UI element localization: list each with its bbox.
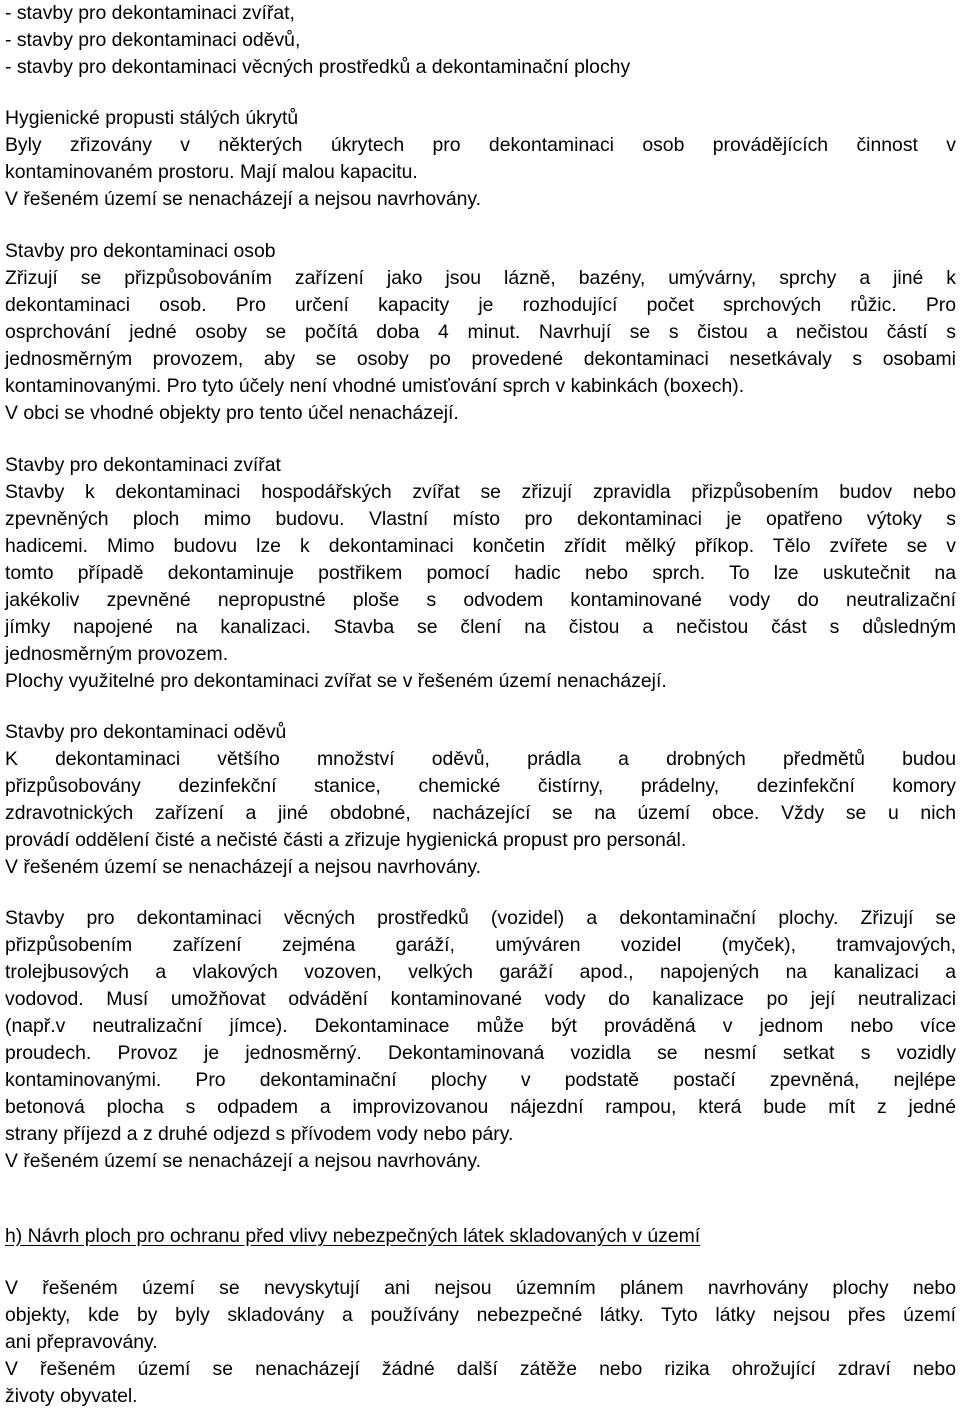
paragraph-line: kontaminovaném prostoru. Mají malou kapacitu. [5,161,418,183]
paragraph-line: ani přepravovány. [5,1331,158,1353]
paragraph-line: jímky napojené na kanalizaci. Stavba se člení na čistou a nečistou část s důsledným [5,616,956,638]
paragraph-line: (např.v neutralizační jímce). Dekontaminace může být prováděná v jednom nebo více [5,1015,956,1037]
paragraph-line: jednosměrným provozem, aby se osoby po provedené dekontaminaci nesetkávaly s osobami [5,348,956,370]
paragraph-line: Byly zřizovány v některých úkrytech pro dekontaminaci osob provádějících činnost v [5,134,956,156]
bullet-item: - stavby pro dekontaminaci zvířat, [5,2,295,24]
paragraph-line: kontaminovanými. Pro tyto účely není vhodné umisťování sprch v kabinkách (boxech). [5,375,745,397]
paragraph-line: V obci se vhodné objekty pro tento účel nenacházejí. [5,402,459,424]
paragraph-line: zdravotnických zařízení a jiné obdobné, nacházející se na území obce. Vždy se u nich [5,802,956,824]
paragraph-line: hadicemi. Mimo budovu lze k dekontaminaci končetin zřídit mělký příkop. Tělo zvířete se v [5,535,956,557]
section-heading: Stavby pro dekontaminaci osob [5,240,276,262]
paragraph-line: zpevněných ploch mimo budovu. Vlastní místo pro dekontaminaci je opatřeno výtoky s [5,508,956,530]
paragraph-line: objekty, kde by byly skladovány a používány nebezpečné látky. Tyto látky nejsou přes území [5,1304,956,1326]
paragraph-line: V řešeném území se nenacházejí a nejsou navrhovány. [5,856,482,878]
bullet-item: - stavby pro dekontaminaci oděvů, [5,29,301,51]
paragraph-line: K dekontaminaci většího množství oděvů, prádla a drobných předmětů budou [5,748,956,770]
paragraph-line: vodovod. Musí umožňovat odvádění kontaminované vody do kanalizace po její neutralizaci [5,988,956,1010]
paragraph-line: osprchování jedné osoby se počítá doba 4 minut. Navrhují se s čistou a nečistou částí s [5,321,956,343]
paragraph-line: strany příjezd a z druhé odjezd s přívodem vody nebo páry. [5,1123,514,1145]
paragraph-line: Stavby k dekontaminaci hospodářských zvířat se zřizují zpravidla přizpůsobením budov nebo [5,481,956,503]
paragraph-line: V řešeném území se nevyskytují ani nejsou územním plánem navrhovány plochy nebo [5,1277,956,1299]
paragraph-line: provádí oddělení čisté a nečisté části a zřizuje hygienická propust pro personál. [5,829,687,851]
paragraph-line: životy obyvatel. [5,1385,138,1407]
paragraph-line: Plochy využitelné pro dekontaminaci zvířat se v řešeném území nenacházejí. [5,670,667,692]
section-heading: Stavby pro dekontaminaci zvířat [5,454,281,476]
paragraph-line: V řešeném území se nenacházejí a nejsou navrhovány. [5,1150,482,1172]
paragraph-line: betonová plocha s odpadem a improvizovanou nájezdní rampou, která bude mít z jedné [5,1096,956,1118]
paragraph-line: tomto případě dekontaminuje postřikem pomocí hadic nebo sprch. To lze uskutečnit na [5,562,956,584]
paragraph-line: přizpůsobovány dezinfekční stanice, chemické čistírny, prádelny, dezinfekční komory [5,775,956,797]
paragraph-line: jednosměrným provozem. [5,643,229,665]
paragraph-line: dekontaminaci osob. Pro určení kapacity je rozhodující počet sprchových růžic. Pro [5,294,956,316]
bullet-item: - stavby pro dekontaminaci věcných prostředků a dekontaminační plochy [5,56,631,78]
paragraph-line: proudech. Provoz je jednosměrný. Dekontaminovaná vozidla se nesmí setkat s vozidly [5,1042,956,1064]
section-heading: Hygienické propusti stálých úkrytů [5,107,299,129]
paragraph-line: trolejbusových a vlakových vozoven, velkých garáží apod., napojených na kanalizaci a [5,961,956,983]
paragraph-line: V řešeném území se nenacházejí žádné další zátěže nebo rizika ohrožující zdraví nebo [5,1358,956,1380]
paragraph-line: kontaminovanými. Pro dekontaminační plochy v podstatě postačí zpevněná, nejlépe [5,1069,956,1091]
paragraph-line: Stavby pro dekontaminaci věcných prostředků (vozidel) a dekontaminační plochy. Zřizují se [5,907,956,929]
paragraph-line: jakékoliv zpevněné nepropustné ploše s odvodem kontaminované vody do neutralizační [5,589,956,611]
chapter-heading: h) Návrh ploch pro ochranu před vlivy nebezpečných látek skladovaných v území [5,1225,701,1247]
paragraph-line: V řešeném území se nenacházejí a nejsou navrhovány. [5,188,482,210]
section-heading: Stavby pro dekontaminaci oděvů [5,721,287,743]
paragraph-line: přizpůsobením zařízení zejména garáží, umýváren vozidel (myček), tramvajových, [5,934,956,956]
paragraph-line: Zřizují se přizpůsobováním zařízení jako jsou lázně, bazény, umývárny, sprchy a jiné k [5,267,956,289]
